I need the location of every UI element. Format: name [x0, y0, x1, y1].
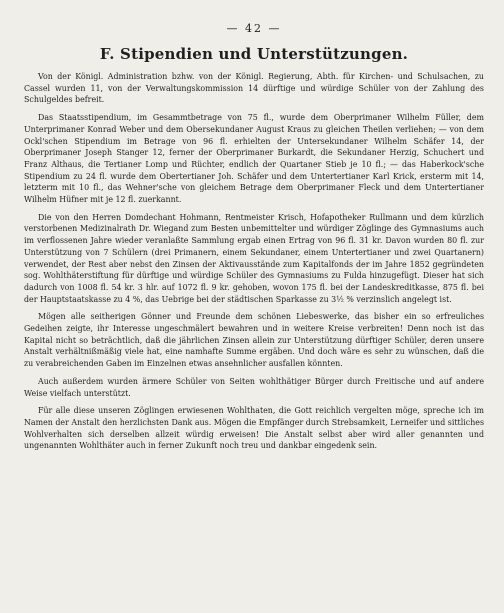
- paragraph-free-meals: Auch außerdem wurden ärmere Schüler von Seiten wohlthätiger Bürger durch Freitische und auf andere Weise vielfach unterstützt.: [24, 376, 484, 398]
- paragraph-appeal-to-donors: Mögen alle seitherigen Gönner und Freunde dem schönen Liebeswerke, das bisher ein so erfreuliches Gedeihen zeigte, ihr Interesse ungeschmälert bewahren und in weitere Kreise verbreiten! Denn noch ist das Kapital nicht so beträchtlich, daß die jährlichen Zinsen allein zur Unterstützung dürftiger Schüler, deren unsere Anstalt verhältnißmäßig viele hat, eine namhafte Summe ergäben. Und doch wäre es sehr zu wünschen, daß die zu verabreichenden Gaben im Einzelnen etwas ansehnlicher ausfallen könnten.: [24, 312, 484, 369]
- paragraph-school-fee-exemption: Von der Königl. Administration bzhw. von der Königl. Regierung, Abth. für Kirchen- und Schulsachen, zu Cassel wurden 11, von der Verwaltungskommission 14 dürftige und würdige Schüler von der Zahlung des Schulgeldes befreit.: [24, 72, 484, 105]
- section-heading: F. Stipendien und Unterstützungen.: [99, 45, 409, 63]
- paragraph-collection-fund: Die von den Herren Domdechant Hohmann, Rentmeister Krisch, Hofapotheker Rullmann und dem kürzlich verstorbenen Medizinalrath Dr. Wiegand zum Besten unbemittelter und würdiger Zöglinge des Gymnasiums auch im verflossenen Jahre wieder veranlaßte Sammlung ergab einen Ertrag von 96 fl. 31 kr. Davon wurden 80 fl. zur Unterstützung von 7 Schülern (drei Primanern, einem Sekundaner, einem Untertertianer und zwei Quartanern) verwendet, der Rest aber nebst den Zinsen der Aktivausstände zum Kapitalfonds der im Jahre 1852 gegründeten sog. Wohlthäterstiftung für dürftige und würdige Schüler des Gymnasiums zu Fulda hinzugefügt. Dieser hat sich dadurch von 1008 fl. 54 kr. 3 hlr. auf 1072 fl. 9 kr. gehoben, wovon 175 fl. bei der Landeskreditkasse, 875 fl. bei der Hauptstaatskasse zu 4 %, das Uebrige bei der städtischen Sparkasse zu 3½ % verzinslich angelegt ist.: [24, 212, 484, 304]
- paragraph-thanks: Für alle diese unseren Zöglingen erwiesenen Wohlthaten, die Gott reichlich vergelten möge, spreche ich im Namen der Anstalt den herzlichsten Dank aus. Mögen die Empfänger durch Strebsamkeit, Lerneifer und sittliches Wohlverhalten sich derselben allzeit würdig erweisen! Die Anstalt selbst aber wird aller genannten und ungenannten Wohlthäter auch in ferner Zukunft noch treu und dankbar eingedenk sein.: [24, 406, 484, 451]
- paragraph-state-stipend: Das Staatsstipendium, im Gesammtbetrage von 75 fl., wurde dem Oberprimaner Wilhelm Füller, dem Unterprimaner Konrad Weber und dem Obersekundaner August Kraus zu gleichen Theilen verliehen; — von dem Ockl'schen Stipendium im Betrage von 96 fl. erhielten der Untersekundaner Wilhelm Schäfer 14, der Oberprimaner Joseph Stanger 12, ferner der Oberprimaner Burkardt, die Sekundaner Herzig, Schuchert und Franz Althaus, die Tertianer Lomp und Rüchter, endlich der Quartaner Stieb je 10 fl.; — das Haberkock'sche Stipendium zu 24 fl. wurde dem Obertertianer Joh. Schäfer und dem Untertertianer Karl Krick, ersterm mit 14, letzterm mit 10 fl., das Wehner'sche von gleichem Betrage dem Oberprimaner Fleck und dem Untertertianer Wilhelm Hüfner mit je 12 fl. zuerkannt.: [24, 113, 484, 205]
- page-number: — 42 —: [226, 22, 282, 35]
